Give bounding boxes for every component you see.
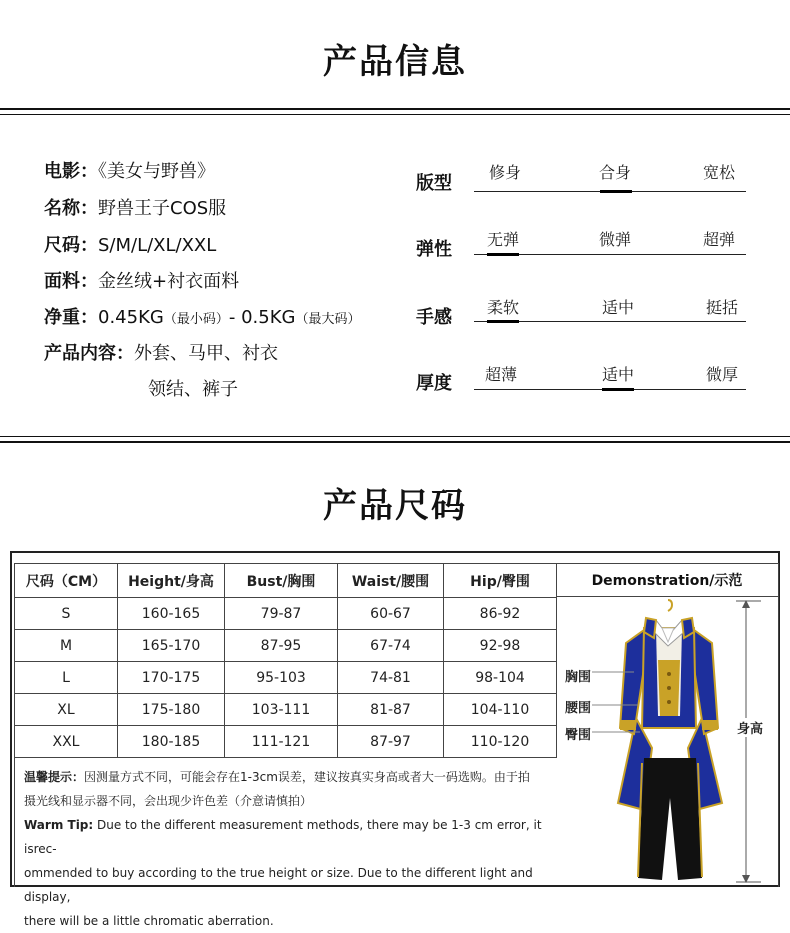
col-header-size: 尺码（CM）: [15, 564, 118, 598]
note-en-line1: Warm Tip: Due to the different measurement methods, there may be 1-3 cm error, it isrec-: [24, 818, 542, 856]
divider-mid-2: [0, 441, 790, 443]
warm-tip-notes: [24, 765, 554, 933]
scale-option: 合身: [598, 163, 631, 182]
label-waist: 腰围: [565, 701, 592, 716]
cell-size: S: [15, 598, 118, 630]
cell-size: L: [15, 662, 118, 694]
scale-option: 宽松: [702, 163, 735, 182]
cell-waist: 81-87: [338, 694, 444, 726]
info-contents: 产品内容：外套、马甲、衬衣: [44, 343, 278, 364]
cell-height: 175-180: [118, 694, 225, 726]
scale-label: 弹性: [416, 239, 452, 260]
size-table: [14, 563, 557, 758]
cell-bust: 95-103: [225, 662, 338, 694]
cell-bust: 103-111: [225, 694, 338, 726]
info-name: 名称：野兽王子COS服: [44, 198, 227, 219]
cell-size: XXL: [15, 726, 118, 758]
cell-height: 180-185: [118, 726, 225, 758]
col-header-hip: Hip/臀围: [444, 564, 557, 598]
cell-hip: 98-104: [444, 662, 557, 694]
cell-height: 160-165: [118, 598, 225, 630]
table-header-row: [15, 564, 557, 598]
divider-top-2: [0, 114, 790, 115]
size-chart-title: 产品尺码: [323, 486, 467, 526]
info-movie: 电影：《美女与野兽》: [44, 161, 215, 182]
scale-option: 挺括: [705, 298, 738, 317]
info-size: 尺码：S/M/L/XL/XXL: [44, 235, 217, 256]
cell-waist: 74-81: [338, 662, 444, 694]
col-header-height: Height/身高: [118, 564, 225, 598]
table-row: [15, 630, 557, 662]
scale-option: 无弹: [486, 230, 519, 249]
cell-bust: 111-121: [225, 726, 338, 758]
note-cn-line1: 温馨提示：因测量方式不同，可能会存在1-3cm误差，建议按真实身高或者大一码选购。由于拍: [24, 770, 530, 784]
cell-waist: 67-74: [338, 630, 444, 662]
label-height: 身高: [737, 718, 763, 737]
scale-selected-mark: [487, 320, 519, 323]
cell-hip: 86-92: [444, 598, 557, 630]
scale-option: 微厚: [705, 365, 738, 384]
note-en-line3: there will be a little chromatic aberration.: [24, 914, 274, 928]
col-header-waist: Waist/腰围: [338, 564, 444, 598]
cell-size: XL: [15, 694, 118, 726]
cell-bust: 79-87: [225, 598, 338, 630]
scale-selected-mark: [487, 253, 519, 256]
scale-label: 手感: [416, 307, 452, 328]
product-info-title: 产品信息: [323, 42, 467, 82]
scale-option: 修身: [488, 163, 521, 182]
scale-selected-mark: [600, 190, 632, 193]
divider-top-1: [0, 108, 790, 110]
cell-size: M: [15, 630, 118, 662]
cell-hip: 110-120: [444, 726, 557, 758]
cell-waist: 60-67: [338, 598, 444, 630]
notes-left-border: [14, 597, 15, 887]
note-en-line2: ommended to buy according to the true height or size. Due to the different light and display,: [24, 866, 533, 904]
scale-option: 柔软: [486, 298, 519, 317]
table-row: [15, 598, 557, 630]
table-row: [15, 694, 557, 726]
scale-label: 厚度: [416, 373, 452, 394]
info-fabric: 面料：金丝绒+衬衣面料: [44, 271, 240, 292]
info-contents-line2: 领结、裤子: [148, 379, 238, 400]
divider-mid-1: [0, 436, 790, 437]
label-chest: 胸围: [565, 670, 592, 685]
demo-header: Demonstration/示范: [556, 563, 779, 597]
cell-hip: 104-110: [444, 694, 557, 726]
scale-selected-mark: [602, 388, 634, 391]
scale-label: 版型: [416, 173, 452, 194]
scale-option: 适中: [601, 298, 634, 317]
scale-option: 适中: [601, 365, 634, 384]
col-header-bust: Bust/胸围: [225, 564, 338, 598]
note-cn-line2: 摄光线和显示器不同，会出现少许色差（介意请慎拍）: [24, 794, 313, 808]
cell-waist: 87-97: [338, 726, 444, 758]
scale-option: 微弹: [598, 230, 631, 249]
table-row: [15, 662, 557, 694]
cell-bust: 87-95: [225, 630, 338, 662]
table-row: [15, 726, 557, 758]
cell-hip: 92-98: [444, 630, 557, 662]
cell-height: 170-175: [118, 662, 225, 694]
label-hip: 臀围: [565, 728, 592, 743]
scale-option: 超薄: [484, 365, 517, 384]
cell-height: 165-170: [118, 630, 225, 662]
scale-option: 超弹: [702, 230, 735, 249]
info-weight: 净重：0.45KG（最小码）- 0.5KG（最大码）: [44, 307, 361, 328]
